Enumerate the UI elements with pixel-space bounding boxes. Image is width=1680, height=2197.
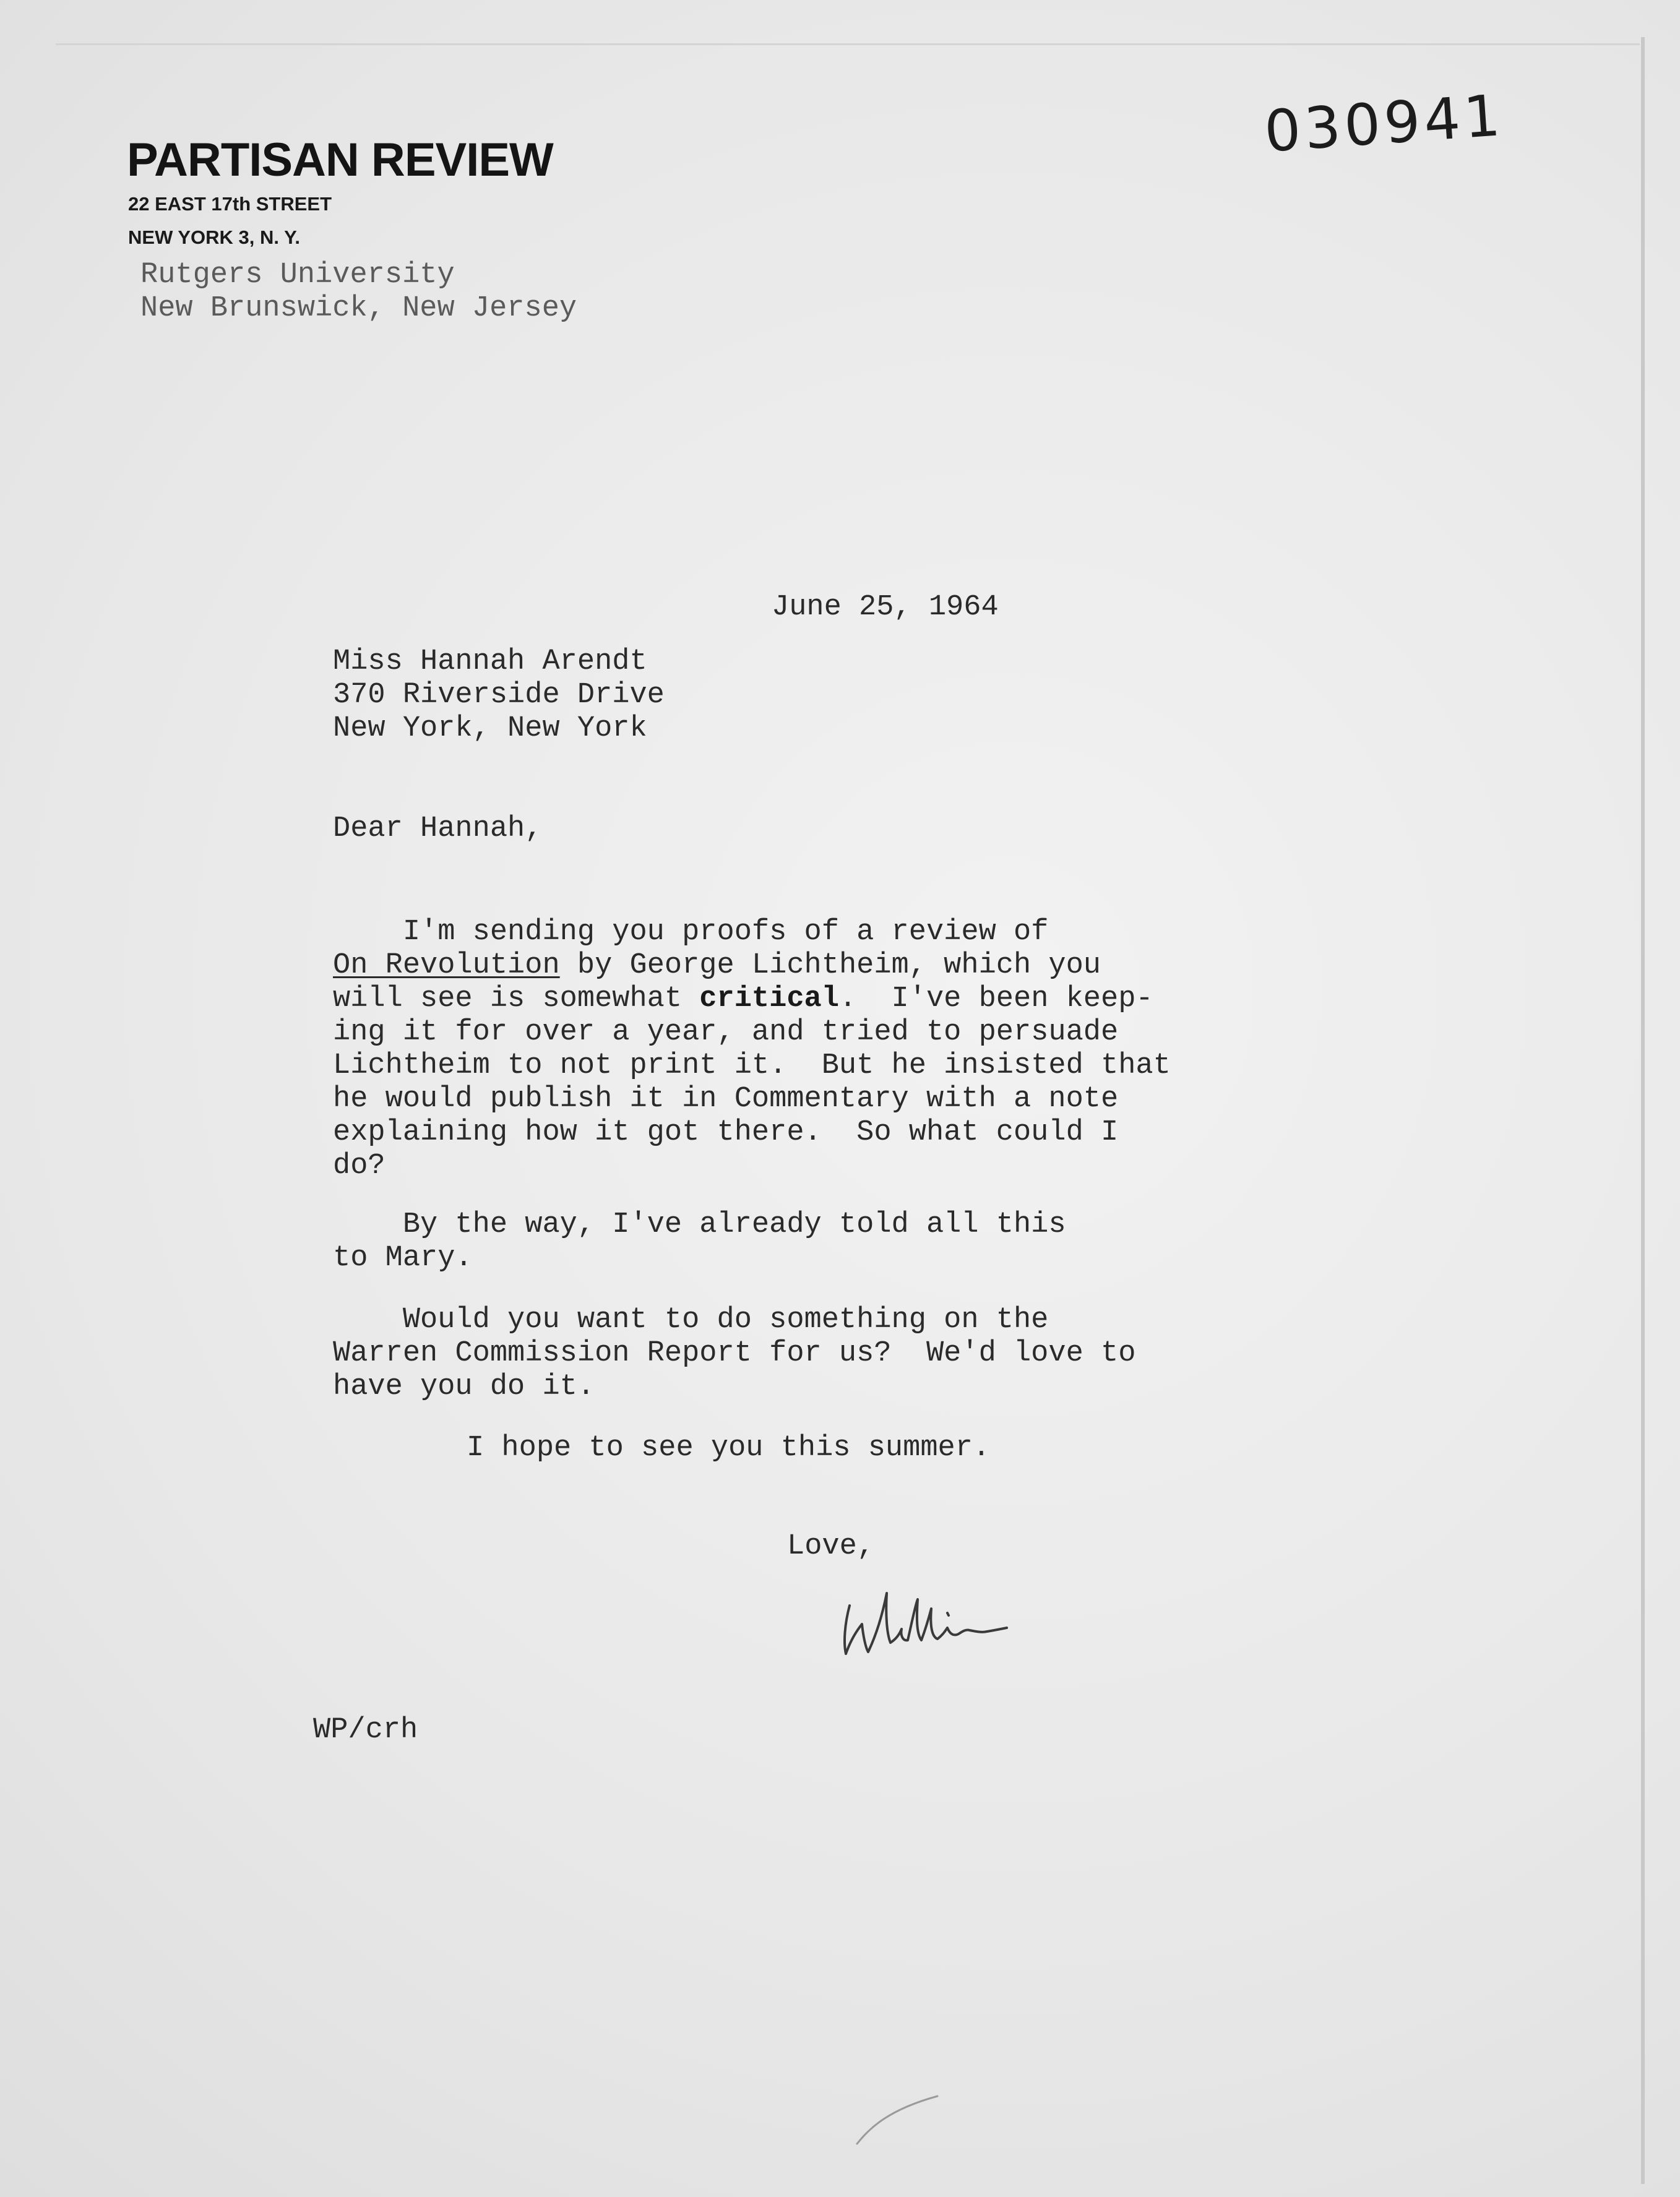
page-right-edge: [1641, 37, 1645, 2184]
recipient-city: New York, New York: [333, 712, 647, 745]
paragraph-2-line-2: to Mary.: [333, 1242, 473, 1275]
letterhead-city: NEW YORK 3, N. Y.: [128, 226, 300, 248]
paragraph-3-line-2: Warren Commission Report for us? We'd love to: [333, 1337, 1136, 1370]
page-top-edge: [56, 43, 1640, 45]
paragraph-1-bold-word: critical: [699, 982, 839, 1015]
paragraph-3: [333, 1304, 1135, 1404]
salutation: Dear Hannah,: [333, 812, 543, 845]
paragraph-3-line-3: have you do it.: [333, 1370, 595, 1403]
signature: [838, 1581, 1018, 1661]
recipient-name: Miss Hannah Arendt: [333, 645, 647, 678]
letter-date: June 25, 1964: [772, 591, 999, 624]
paragraph-3-line-1: Would you want to do something on the: [333, 1304, 1049, 1336]
paragraph-4: I hope to see you this summer.: [467, 1432, 991, 1464]
recipient-street: 370 Riverside Drive: [333, 679, 665, 712]
paragraph-1-line-6: he would publish it in Commentary with a note: [333, 1083, 1119, 1116]
stray-pencil-mark: [851, 2091, 944, 2147]
paragraph-2-line-1: By the way, I've already told all this: [333, 1208, 1066, 1241]
closing: Love,: [787, 1530, 875, 1563]
paragraph-1-line-2: by George Lichtheim, which you: [559, 949, 1101, 982]
paragraph-1: [333, 916, 1171, 1183]
paragraph-2: [333, 1208, 1066, 1275]
paragraph-1-line-3b: . I've been keep-: [838, 982, 1153, 1015]
recipient-address: [333, 645, 665, 746]
book-title: On Revolution: [333, 949, 560, 982]
letterhead-name: PARTISAN REVIEW: [127, 134, 553, 186]
letterhead-street: 22 EAST 17th STREET: [128, 193, 332, 215]
institution-line-2: New Brunswick, New Jersey: [140, 292, 577, 325]
paragraph-1-line-5: Lichtheim to not print it. But he insisted that: [333, 1049, 1171, 1082]
institution-block: [140, 259, 577, 325]
institution-line-1: Rutgers University: [140, 259, 455, 291]
archive-number: 030941: [1262, 82, 1506, 165]
paragraph-1-line-8: do?: [333, 1150, 386, 1182]
paragraph-1-line-1: I'm sending you proofs of a review of: [333, 916, 1049, 948]
paragraph-1-line-3a: will see is somewhat: [333, 982, 700, 1015]
typist-initials: WP/crh: [313, 1714, 418, 1747]
paragraph-1-line-7: explaining how it got there. So what could I: [333, 1116, 1119, 1149]
paragraph-1-line-4: ing it for over a year, and tried to persuade: [333, 1016, 1119, 1049]
